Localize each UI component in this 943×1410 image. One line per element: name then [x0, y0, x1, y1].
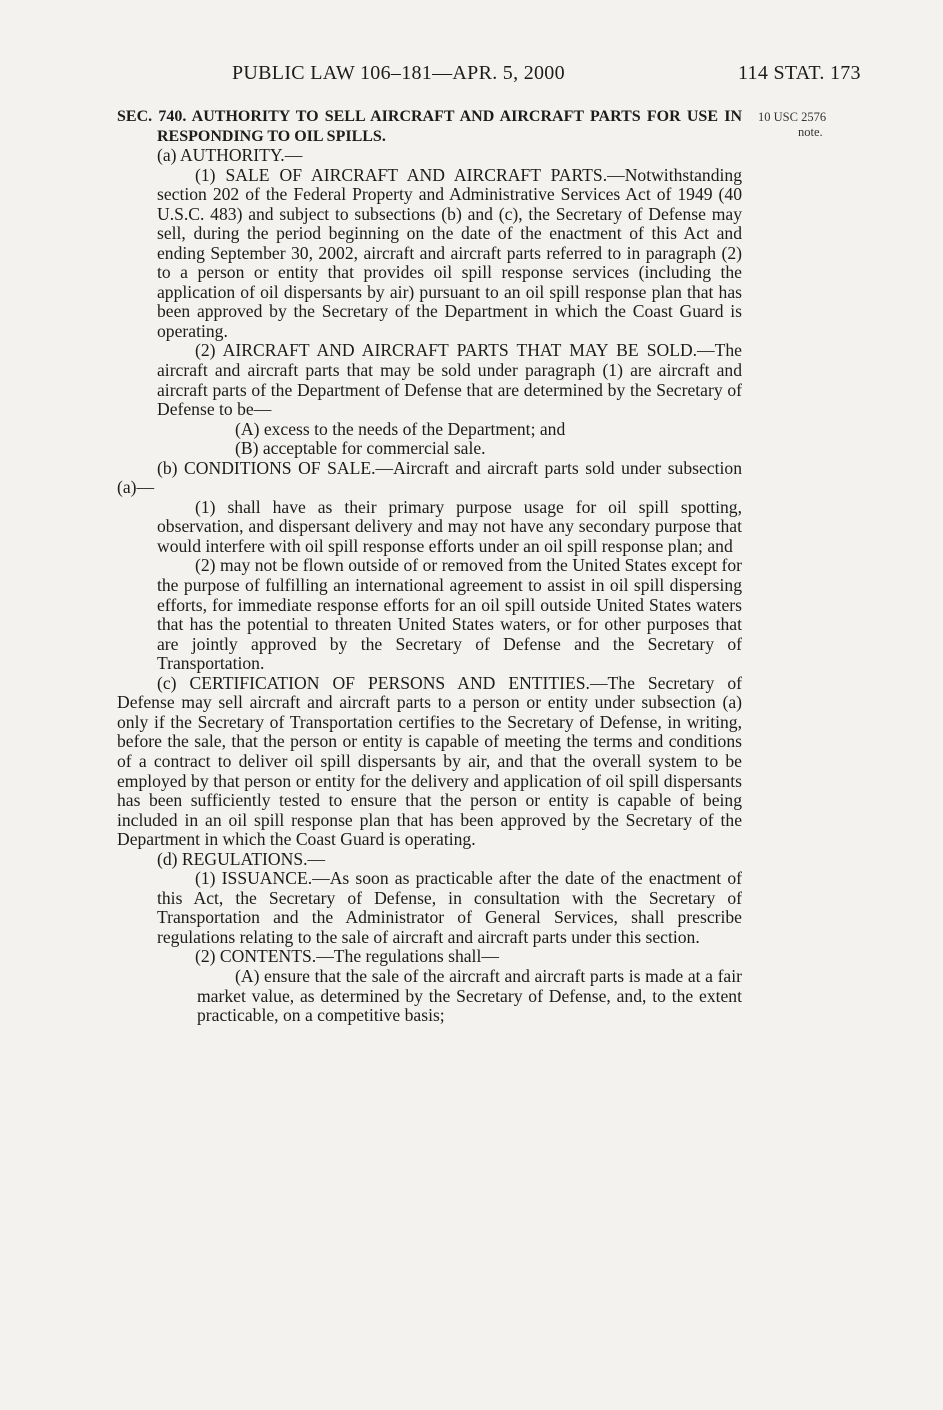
- subsection-b-body: [117, 498, 742, 674]
- paragraph-b1: (1) shall have as their primary purpose usage for oil spill spotting, observation, and dispersant delivery and may not have any secondary purpose that would interfere with oil spill response efforts under an oil spill response plan; and: [157, 496, 742, 556]
- paragraph-a1: (1) SALE OF AIRCRAFT AND AIRCRAFT PARTS.—Notwithstanding section 202 of the Federal Property and Administrative Services Act of 1949 (40 U.S.C. 483) and subject to subsections (b) and (c), the Secretary of Defense may sell, during the period beginning on the date of the enactment of this Act and ending September 30, 2002, aircraft and aircraft parts referred to in paragraph (2) to a person or entity that provides oil spill response services (including the application of oil dispersants by air) pursuant to an oil spill response plan that has been approved by the Secretary of the Department in which the Coast Guard is operating.: [157, 164, 742, 341]
- paragraph-b2: (2) may not be flown outside of or removed from the United States except for the purpose of fulfilling an international agreement to assist in oil spill dispersing efforts, for immediate response efforts for an oil spill outside United States waters that has the potential to threaten United States waters, or for other purposes that are jointly approved by the Secretary of Defense and the Secretary of Transportation.: [157, 555, 742, 674]
- margin-note: [758, 110, 826, 140]
- subsection-b: (b) CONDITIONS OF SALE.—Aircraft and aircraft parts sold under subsection (a)—: [117, 457, 742, 498]
- subsection-a-body: [117, 166, 742, 420]
- paragraph-d1: (1) ISSUANCE.—As soon as practicable after the date of the enactment of this Act, the Secretary of Defense, in consultation with the Secretary of Transportation and the Administrator of General Services, shall prescribe regulations relating to the sale of aircraft and aircraft parts under this section.: [157, 868, 742, 947]
- paragraph-a2: (2) AIRCRAFT AND AIRCRAFT PARTS THAT MAY BE SOLD.—The aircraft and aircraft parts that may be sold under paragraph (1) are aircraft and aircraft parts of the Department of Defense that are determined by the Secretary of Defense to be—: [157, 340, 742, 420]
- margin-note-suffix: note.: [798, 125, 823, 139]
- subsection-a-heading: (a) AUTHORITY.—: [157, 145, 303, 165]
- law-text: [117, 107, 742, 1026]
- subparagraphs-d2: [117, 967, 742, 1026]
- paragraph-d2: (2) CONTENTS.—The regulations shall—: [195, 946, 499, 967]
- subsection-c: (c) CERTIFICATION OF PERSONS AND ENTITIES.—The Secretary of Defense may sell aircraft and aircraft parts to a person or entity under subsection (a) only if the Secretary of Transportation certifies to the Secretary of Defense, in writing, before the sale, that the person or entity is capable of meeting the terms and conditions of a contract to deliver oil spill dispersants by air, and that the overall system to be employed by that person or entity for the delivery and application of oil spill dispersants has been sufficiently tested to ensure that the person or entity is capable of being included in an oil spill response plan that has been approved by the Secretary of the Department in which the Coast Guard is operating.: [117, 672, 742, 850]
- subparagraphs-a2: [117, 420, 742, 459]
- subparagraph-d2A: (A) ensure that the sale of the aircraft and aircraft parts is made at a fair market value, as determined by the Secretary of Defense, and, to the extent practicable, on a competitive basis;: [197, 965, 742, 1026]
- subsection-d-body: [117, 869, 742, 967]
- margin-note-citation: 10 USC 2576: [758, 110, 827, 124]
- section-heading: SEC. 740. AUTHORITY TO SELL AIRCRAFT AND AIRCRAFT PARTS FOR USE IN RESPONDING TO OIL SPILLS.: [117, 108, 742, 145]
- subsection-d-heading: (d) REGULATIONS.—: [157, 848, 326, 869]
- subparagraph-a2B: (B) acceptable for commercial sale.: [235, 438, 486, 459]
- page-header-title: PUBLIC LAW 106–181—APR. 5, 2000: [232, 62, 565, 84]
- subparagraph-a2A: (A) excess to the needs of the Department; and: [235, 418, 566, 439]
- page-header-stat: 114 STAT. 173: [738, 62, 861, 84]
